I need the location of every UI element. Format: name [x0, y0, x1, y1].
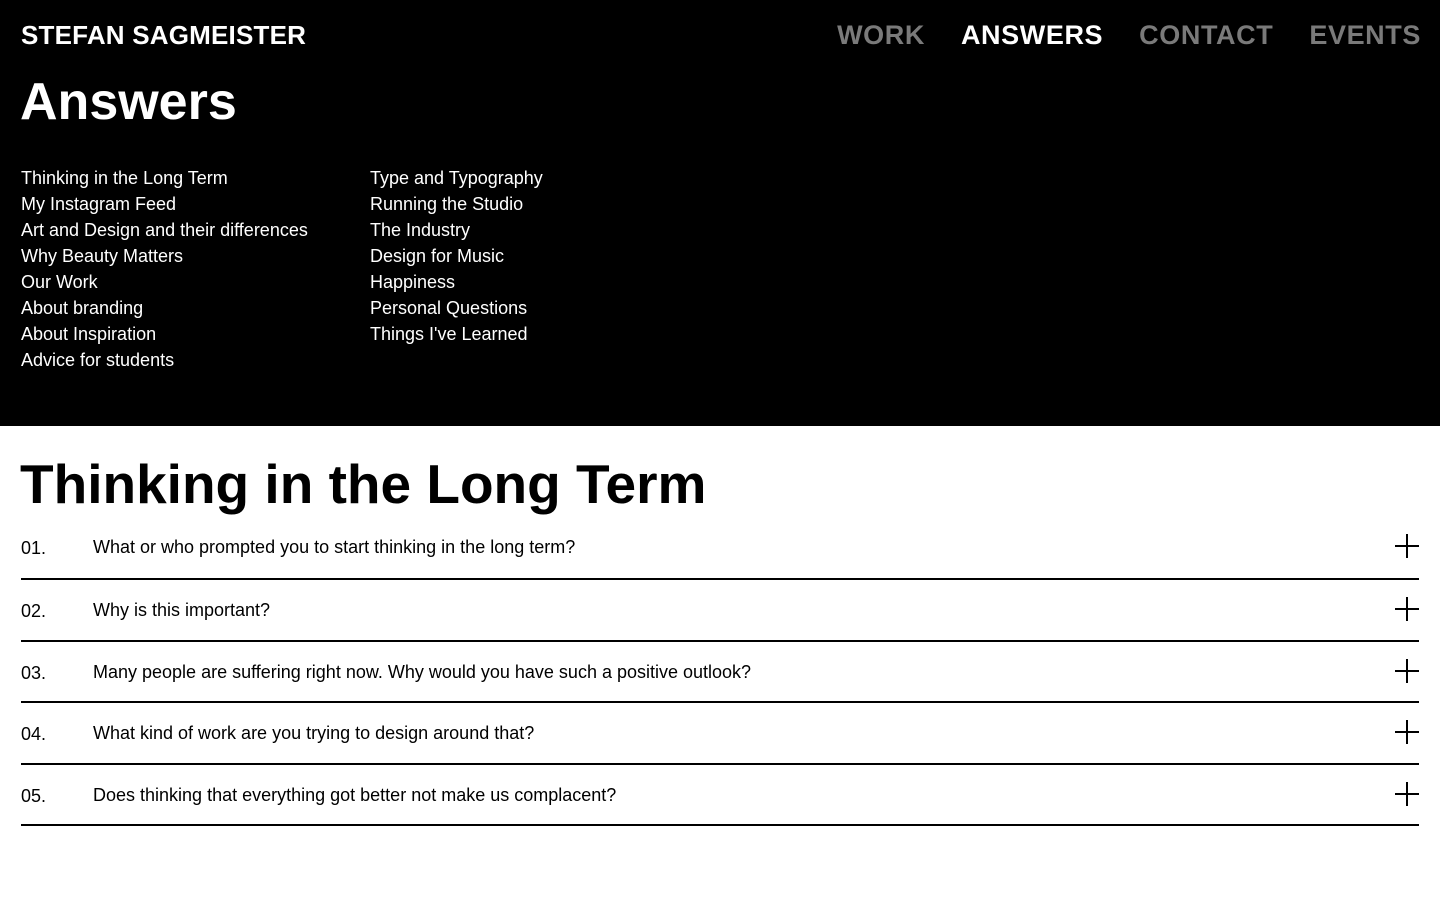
topics-column-1: [21, 165, 370, 373]
topic-link[interactable]: Type and Typography: [370, 168, 543, 188]
faq-number: 05.: [21, 785, 47, 806]
plus-icon[interactable]: [1395, 720, 1419, 744]
site-logo[interactable]: STEFAN SAGMEISTER: [21, 20, 307, 50]
section-title: Thinking in the Long Term: [20, 453, 707, 515]
faq-number: 02.: [21, 601, 47, 621]
faq-question[interactable]: Does thinking that everything got better not make us complacent?: [93, 784, 617, 805]
plus-icon[interactable]: [1395, 782, 1419, 806]
header-section: [0, 0, 1440, 426]
plus-icon[interactable]: [1395, 534, 1419, 558]
nav-work[interactable]: WORK: [837, 20, 925, 50]
topic-link[interactable]: Personal Questions: [370, 298, 528, 318]
faq-list: [21, 518, 1419, 826]
topic-link[interactable]: Art and Design and their differences: [21, 220, 308, 240]
faq-item[interactable]: [21, 518, 1419, 580]
topic-link[interactable]: Running the Studio: [370, 194, 524, 214]
topic-link[interactable]: The Industry: [370, 220, 471, 240]
faq-item[interactable]: [21, 703, 1419, 765]
topics-list: [21, 165, 543, 373]
page-title: Answers: [20, 73, 237, 131]
faq-question[interactable]: Why is this important?: [93, 600, 271, 620]
faq-question[interactable]: What kind of work are you trying to design around that?: [93, 723, 535, 743]
faq-item[interactable]: [21, 642, 1419, 704]
topic-link[interactable]: Happiness: [370, 272, 456, 292]
topic-link[interactable]: Things I've Learned: [370, 324, 528, 344]
faq-question[interactable]: Many people are suffering right now. Why would you have such a positive outlook?: [93, 661, 752, 682]
topic-link[interactable]: Our Work: [21, 272, 98, 292]
faq-question[interactable]: What or who prompted you to start thinking in the long term?: [93, 537, 576, 557]
topic-link[interactable]: Advice for students: [21, 350, 175, 370]
nav-events[interactable]: EVENTS: [1309, 20, 1421, 50]
plus-icon[interactable]: [1395, 597, 1419, 621]
topic-link[interactable]: About Inspiration: [21, 324, 157, 344]
faq-number: 01.: [21, 538, 47, 558]
faq-item[interactable]: [21, 765, 1419, 827]
faq-number: 04.: [21, 724, 47, 744]
faq-item[interactable]: [21, 580, 1419, 642]
topic-link[interactable]: Thinking in the Long Term: [21, 168, 228, 188]
plus-icon[interactable]: [1395, 659, 1419, 683]
topic-link[interactable]: Design for Music: [370, 246, 505, 266]
nav-answers[interactable]: ANSWERS: [960, 20, 1104, 50]
topics-column-2: [370, 165, 543, 373]
topic-link[interactable]: About branding: [21, 298, 144, 318]
faq-number: 03.: [21, 662, 47, 683]
topic-link[interactable]: My Instagram Feed: [21, 194, 177, 214]
main-nav: [837, 20, 1421, 51]
nav-contact[interactable]: CONTACT: [1139, 20, 1274, 50]
topic-link[interactable]: Why Beauty Matters: [21, 246, 184, 266]
